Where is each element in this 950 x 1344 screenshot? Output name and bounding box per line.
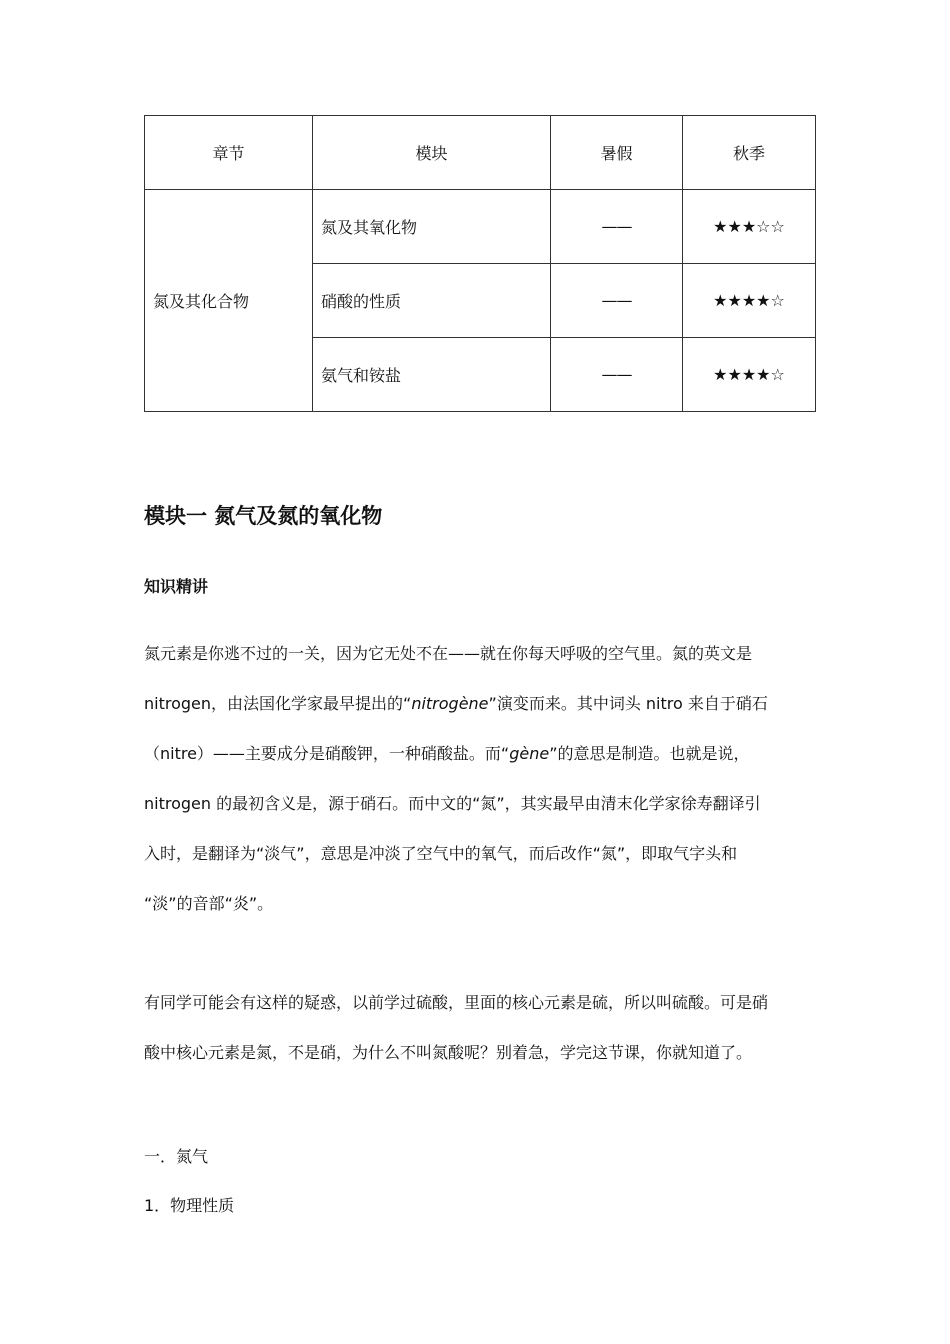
summer-dash: ——	[601, 365, 632, 384]
star-rating: ★★★★☆	[713, 365, 785, 384]
paragraph-line: 酸中核心元素是氮，不是硝，为什么不叫氮酸呢？别着急，学完这节课，你就知道了。	[144, 1043, 753, 1062]
text-segment: ”演变而来。其中词头 nitro 来自于硝石	[488, 694, 768, 713]
table-row	[145, 190, 816, 264]
summer-cell	[551, 190, 683, 264]
section-heading: 知识精讲	[144, 577, 209, 596]
text-segment: nitrogen，由法国化学家最早提出的“	[144, 694, 412, 713]
paragraph-line	[144, 679, 814, 729]
heading-physical-properties: 1．物理性质	[144, 1196, 235, 1215]
module-cell: 氮及其氧化物	[313, 190, 551, 264]
paragraph-line: 入时，是翻译为“淡气”，意思是冲淡了空气中的氧气，而后改作“氮”，即取气字头和	[144, 844, 738, 863]
paragraph-line: “淡”的音部“炎”。	[144, 894, 274, 913]
italic-term: nitrogène	[411, 694, 489, 713]
question-paragraph	[144, 978, 814, 1078]
summer-dash: ——	[601, 291, 632, 310]
italic-term: gène	[509, 744, 550, 763]
module-cell: 氨气和铵盐	[313, 338, 551, 412]
paragraph-line: nitrogen 的最初含义是，源于硝石。而中文的“氮”，其实最早由清末化学家徐寿翻译引	[144, 794, 761, 813]
header-module: 模块	[313, 116, 551, 190]
star-rating: ★★★★☆	[713, 291, 785, 310]
module-cell: 硝酸的性质	[313, 264, 551, 338]
header-chapter: 章节	[145, 116, 313, 190]
paragraph-line	[144, 729, 814, 779]
course-schedule-table	[144, 115, 816, 412]
autumn-rating-cell	[683, 264, 816, 338]
summer-cell	[551, 264, 683, 338]
text-segment: ”的意思是制造。也就是说，	[549, 744, 750, 763]
header-autumn: 秋季	[683, 116, 816, 190]
summer-dash: ——	[601, 217, 632, 236]
summer-cell	[551, 338, 683, 412]
module-title: 模块一 氮气及氮的氧化物	[144, 504, 383, 528]
chapter-cell: 氮及其化合物	[145, 190, 313, 412]
paragraph-line: 氮元素是你逃不过的一关，因为它无处不在——就在你每天呼吸的空气里。氮的英文是	[144, 644, 753, 663]
text-segment: （nitre）——主要成分是硝酸钾，一种硝酸盐。而“	[144, 744, 510, 763]
paragraph-line: 有同学可能会有这样的疑惑，以前学过硫酸，里面的核心元素是硫，所以叫硫酸。可是硝	[144, 993, 769, 1012]
star-rating: ★★★☆☆	[713, 217, 785, 236]
heading-nitrogen: 一．氮气	[144, 1147, 209, 1166]
intro-paragraph	[144, 629, 814, 929]
header-summer: 暑假	[551, 116, 683, 190]
autumn-rating-cell	[683, 190, 816, 264]
table-header-row	[145, 116, 816, 190]
autumn-rating-cell	[683, 338, 816, 412]
